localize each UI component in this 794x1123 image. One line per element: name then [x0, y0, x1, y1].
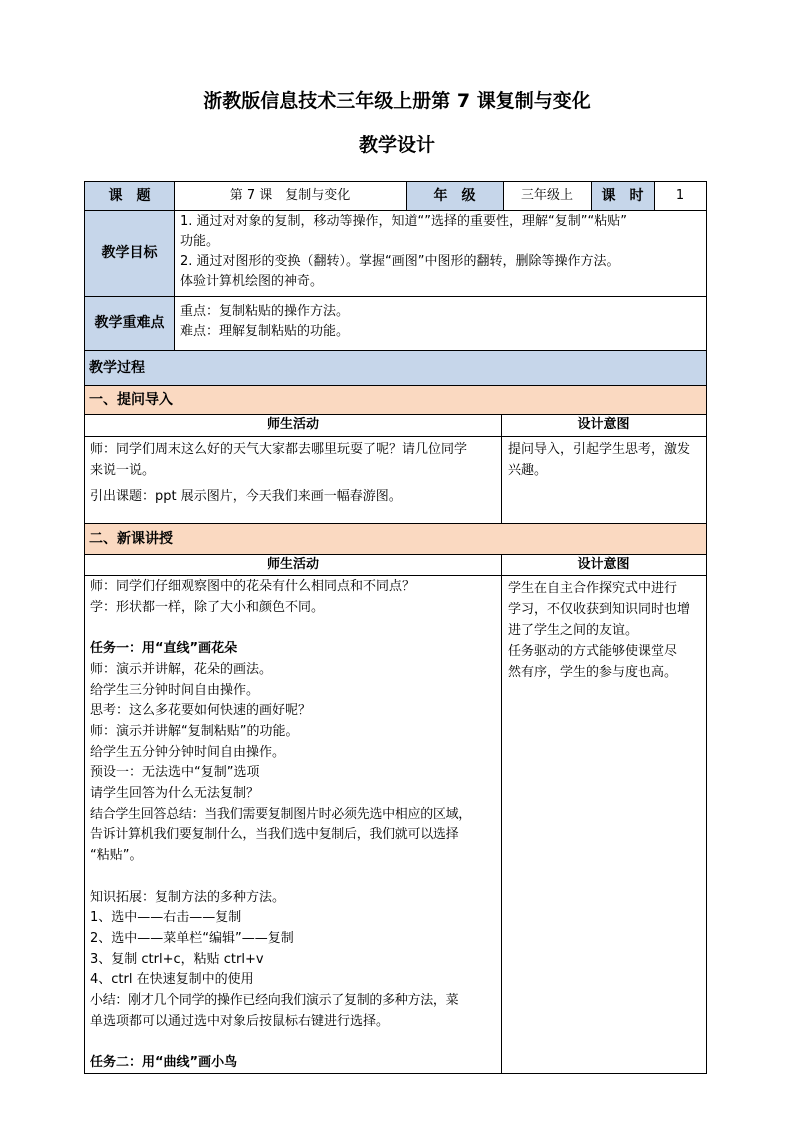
section1-activity-header: 师生活动 [266, 417, 319, 432]
activity-line: 给学生三分钟时间自由操作。 [90, 682, 260, 698]
activity-line [90, 1032, 496, 1053]
activity-line: “粘贴”。 [90, 848, 143, 864]
document-subtitle: 教学设计 [358, 134, 435, 156]
hours-value: 1 [675, 188, 685, 203]
section1-activity [85, 436, 501, 523]
grade-value: 三年级上 [520, 188, 573, 203]
table-rule [85, 523, 706, 524]
activity-line: 师：演示并讲解“复制粘贴”的功能。 [90, 723, 299, 739]
activity-line: 单选项都可以通过选中对象后按鼠标右键进行选择。 [90, 1013, 390, 1029]
section2-intent [501, 575, 706, 775]
topic-value: 第 7 课 复制与变化 [229, 188, 351, 203]
activity-line: 请学生回答为什么无法复制？ [90, 786, 260, 802]
activity-line: 师：同学们周末这么好的天气大家都去哪里玩耍了呢？请几位同学 [90, 442, 468, 457]
activity-line: 2、选中——菜单栏“编辑”——复制 [90, 930, 294, 946]
goals-line: 体验计算机绘图的神奇。 [180, 274, 324, 289]
activity-line [90, 618, 496, 639]
section2-heading: 二、新课讲授 [85, 523, 706, 554]
intent-line: 任务驱动的方式能够使课堂尽 [508, 644, 678, 659]
goals-content [174, 210, 706, 296]
activity-line [90, 867, 496, 888]
table-rule [174, 182, 175, 350]
intent-line: 学习，不仅收获到知识同时也增 [508, 602, 691, 617]
table-rule [85, 296, 706, 297]
goals-line: 2. 通过对图形的变换（翻转）。掌握“画图”中图形的翻转，删除等操作方法。 [180, 254, 620, 269]
intent-line: 提问导入，引起学生思考，激发 [508, 442, 691, 457]
section2-activity-header: 师生活动 [266, 556, 319, 572]
activity-line: 结合学生回答总结：当我们需要复制图片时必须先选中相应的区域， [90, 806, 472, 822]
section1-intent [501, 436, 706, 523]
intent-line: 学生在自主合作探究式中进行 [508, 581, 678, 596]
intent-line: 进了学生之间的友谊。 [508, 623, 639, 638]
activity-line: 师：演示并讲解，花朵的画法。 [90, 661, 273, 677]
keypoints-label: 教学重难点 [85, 296, 174, 350]
document-title: 浙教版信息技术三年级上册第 7 课复制与变化 [203, 90, 591, 112]
table-rule [85, 554, 706, 555]
task2-heading: 任务二：用“曲线”画小鸟 [90, 1055, 238, 1071]
table-rule [591, 182, 592, 210]
activity-line: 给学生五分钟分钟时间自由操作。 [90, 744, 286, 760]
goals-label: 教学目标 [85, 210, 174, 296]
activity-line: 4、ctrl 在快速复制中的使用 [90, 972, 254, 988]
table-rule [85, 436, 706, 437]
activity-line: 引出课题：ppt 展示图片，今天我们来画一幅春游图。 [90, 489, 402, 504]
activity-line: 预设一：无法选中“复制”选项 [90, 765, 260, 781]
table-rule [85, 575, 706, 576]
table-rule [85, 414, 706, 415]
table-rule [85, 385, 706, 386]
section2-activity [85, 575, 501, 1073]
table-rule [501, 414, 502, 523]
goals-line: 功能。 [180, 234, 220, 249]
section1-heading: 一、提问导入 [85, 385, 706, 414]
hours-label: 课 时 [591, 182, 654, 210]
intent-line: 然有序，学生的参与度也高。 [508, 665, 678, 680]
intent-line: 兴趣。 [508, 463, 548, 478]
task1-heading: 任务一：用“直线”画花朵 [90, 641, 238, 657]
table-rule [503, 182, 504, 210]
activity-line: 1、选中——右击——复制 [90, 910, 242, 926]
activity-line: 3、复制 ctrl+c，粘贴 ctrl+v [90, 951, 264, 967]
keypoint-line: 重点：复制粘贴的操作方法。 [180, 304, 350, 319]
activity-line: 思考：这么多花要如何快速的画好呢？ [90, 703, 312, 719]
activity-line: 小结：刚才几个同学的操作已经向我们演示了复制的多种方法，菜 [90, 993, 459, 1009]
section1-intent-header: 设计意图 [577, 417, 630, 432]
keypoints-content [174, 296, 706, 350]
table-rule [85, 350, 706, 351]
activity-line: 告诉计算机我们要复制什么，当我们选中复制后，我们就可以选择 [90, 827, 459, 843]
section2-intent-header: 设计意图 [577, 556, 630, 572]
activity-line: 学：形状都一样，除了大小和颜色不同。 [90, 599, 325, 615]
grade-label: 年 级 [406, 182, 503, 210]
keypoint-line: 难点：理解复制粘贴的功能。 [180, 324, 350, 339]
activity-line: 来说一说。 [90, 463, 156, 478]
activity-line: 知识拓展：复制方法的多种方法。 [90, 889, 286, 905]
topic-label: 课 题 [85, 182, 174, 210]
lesson-plan-table [84, 181, 707, 1074]
activity-line: 师：同学们仔细观察图中的花朵有什么相同点和不同点？ [90, 579, 416, 594]
table-rule [85, 210, 706, 211]
goals-line: 1. 通过对对象的复制，移动等操作，知道“”选择的重要性，理解“复制”“粘贴” [180, 214, 627, 229]
process-heading: 教学过程 [85, 350, 706, 385]
table-rule [406, 182, 407, 210]
table-rule [501, 554, 502, 1073]
table-rule [654, 182, 655, 210]
